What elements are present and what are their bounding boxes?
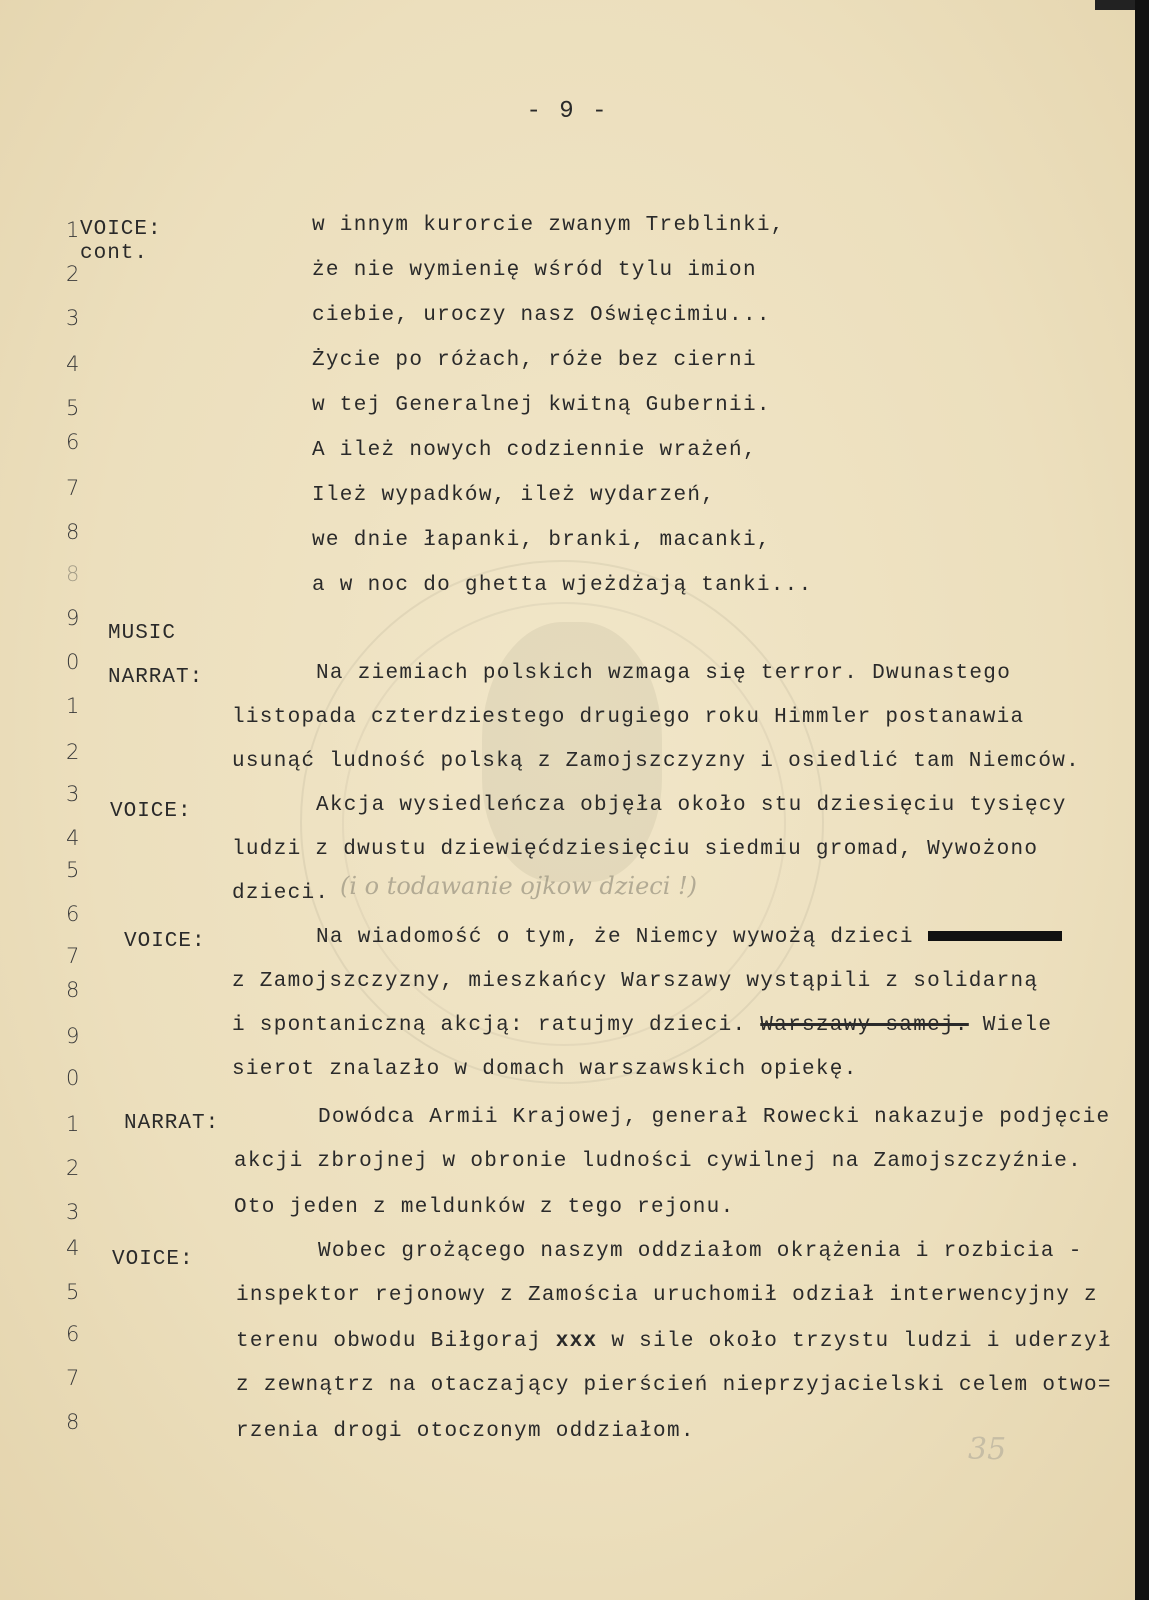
script-line: Akcja wysiedleńcza objęła około stu dziesięciu tysięcy <box>316 794 1067 817</box>
line-number: 7 <box>66 1366 80 1390</box>
line-number: 0 <box>66 1066 80 1090</box>
line-number: 6 <box>66 1322 80 1346</box>
script-line <box>232 1014 1052 1037</box>
script-line: we dnie łapanki, branki, macanki, <box>312 529 771 552</box>
line-number: 4 <box>66 826 80 850</box>
page-edge-top <box>1095 0 1135 10</box>
script-line: z Zamojszczyzny, mieszkańcy Warszawy wystąpili z solidarną <box>232 970 1039 993</box>
handwritten-number: 35 <box>968 1432 1007 1467</box>
line-number: 8 <box>66 978 80 1002</box>
line-number: 8 <box>66 520 80 544</box>
script-line: ciebie, uroczy nasz Oświęcimiu... <box>312 304 771 327</box>
script-line: Oto jeden z meldunków z tego rejonu. <box>234 1196 735 1219</box>
script-line-text: terenu obwodu Biłgoraj <box>236 1330 556 1353</box>
line-number: 6 <box>66 902 80 926</box>
speaker-label: NARRAT: <box>124 1112 220 1135</box>
script-line: A ileż nowych codziennie wrażeń, <box>312 439 757 462</box>
line-number: 5 <box>66 1280 80 1304</box>
line-number: 4 <box>66 352 80 376</box>
speaker-label: VOICE: <box>80 218 162 241</box>
line-number: 2 <box>66 740 80 764</box>
line-number: 9 <box>66 606 80 630</box>
line-number: 3 <box>66 306 80 330</box>
page-number: - 9 - <box>526 98 609 125</box>
script-line: inspektor rejonowy z Zamościa uruchomił odział interwencyjny z <box>236 1284 1098 1307</box>
script-line: Życie po różach, róże bez cierni <box>312 349 757 372</box>
line-number: 7 <box>66 476 80 500</box>
speaker-label: MUSIC <box>108 622 177 645</box>
page-edge <box>1135 0 1149 1600</box>
line-number: 5 <box>66 858 80 882</box>
line-number: 8 <box>66 562 80 586</box>
script-line: dzieci. <box>232 882 330 905</box>
script-line: w tej Generalnej kwitną Gubernii. <box>312 394 771 417</box>
line-number: 7 <box>66 944 80 968</box>
speaker-label: VOICE: <box>112 1248 194 1271</box>
script-line-text: Wiele <box>968 1014 1053 1037</box>
script-line-text: w sile około trzystu ludzi i uderzył <box>597 1330 1112 1353</box>
line-number: 2 <box>66 262 80 286</box>
script-line: Wobec grożącego naszym oddziałom okrążenia i rozbicia - <box>318 1240 1083 1263</box>
line-number: 8 <box>66 1410 80 1434</box>
watermark-stamp <box>300 560 824 1084</box>
speaker-label: NARRAT: <box>108 666 204 689</box>
script-line: ludzi z dwustu dziewięćdziesięciu siedmiu gromad, Wywożono <box>232 838 1039 861</box>
line-number: 2 <box>66 1156 80 1180</box>
script-line: Dowódca Armii Krajowej, generał Rowecki nakazuje podjęcie <box>318 1106 1111 1129</box>
script-line: w innym kurorcie zwanym Treblinki, <box>312 214 785 237</box>
line-number: 3 <box>66 1200 80 1224</box>
script-line: usunąć ludność polską z Zamojszczyzny i osiedlić tam Niemców. <box>232 750 1081 773</box>
speaker-label: VOICE: <box>124 930 206 953</box>
line-number: 3 <box>66 782 80 806</box>
script-line: sierot znalazło w domach warszawskich opiekę. <box>232 1058 858 1081</box>
line-number: 0 <box>66 650 80 674</box>
handwritten-note: (i o todawanie ojkow dzieci !) <box>340 872 698 900</box>
script-line <box>236 1330 1112 1353</box>
script-line: że nie wymienię wśród tylu imion <box>312 259 757 282</box>
script-line-text: Na wiadomość o tym, że Niemcy wywożą dzieci <box>316 926 928 949</box>
strikethrough-mark <box>928 931 1062 941</box>
line-number: 1 <box>66 694 80 718</box>
line-number: 5 <box>66 396 80 420</box>
line-number: 9 <box>66 1024 80 1048</box>
speaker-cont-label: cont. <box>80 242 149 265</box>
overtyped-text: xxx <box>555 1330 598 1353</box>
script-line-text: i spontaniczną akcją: ratujmy dzieci. <box>232 1014 761 1037</box>
line-number: 1 <box>66 1112 80 1136</box>
struck-text: Warszawy samej. <box>760 1014 969 1037</box>
line-number: 4 <box>66 1236 80 1260</box>
line-number: 6 <box>66 430 80 454</box>
script-line: Na ziemiach polskich wzmaga się terror. Dwunastego <box>316 662 1012 685</box>
script-line: a w noc do ghetta wjeżdżają tanki... <box>312 574 813 597</box>
script-line: rzenia drogi otoczonym oddziałom. <box>236 1420 695 1443</box>
script-line: Ileż wypadków, ileż wydarzeń, <box>312 484 716 507</box>
line-number: 1 <box>66 218 80 242</box>
script-line: z zewnątrz na otaczający pierścień nieprzyjacielski celem otwo= <box>236 1374 1112 1397</box>
script-line: listopada czterdziestego drugiego roku Himmler postanawia <box>232 706 1025 729</box>
script-line: akcji zbrojnej w obronie ludności cywilnej na Zamojszczyźnie. <box>234 1150 1083 1173</box>
script-line <box>316 926 1062 949</box>
speaker-label: VOICE: <box>110 800 192 823</box>
